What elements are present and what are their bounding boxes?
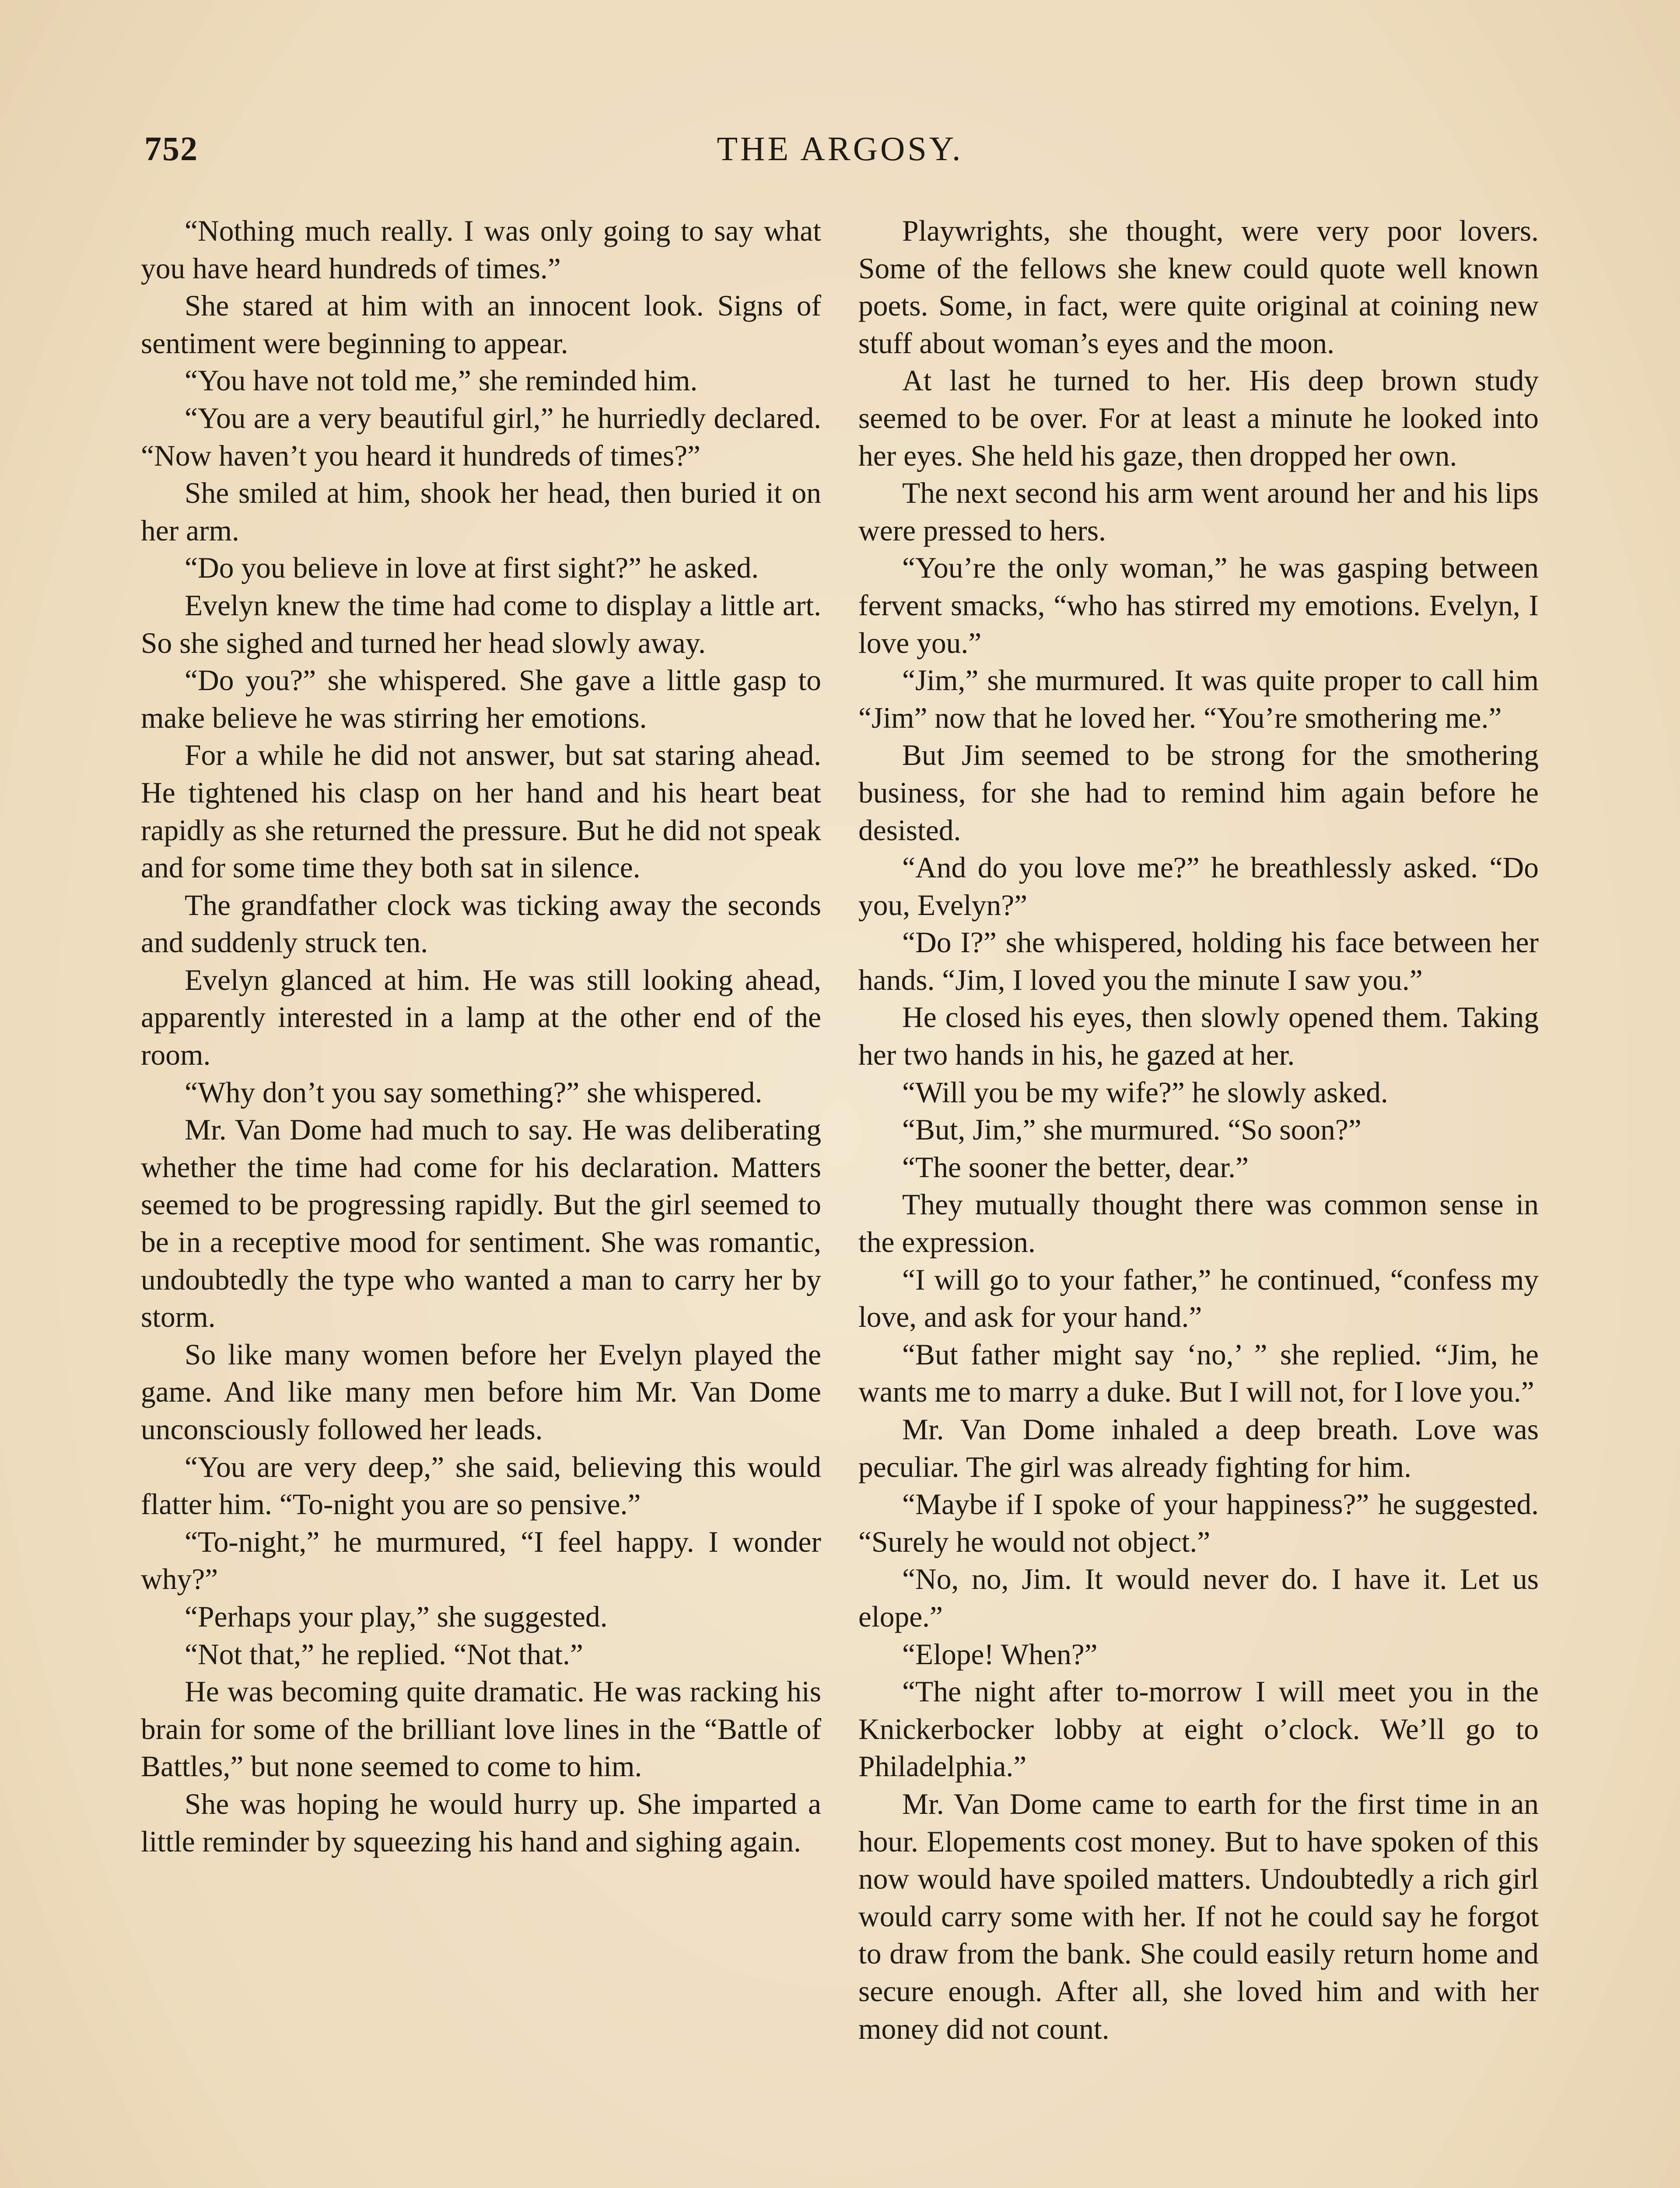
paragraph: “Why don’t you say something?” she whispered. xyxy=(185,1076,763,1109)
right-text-column xyxy=(858,212,1539,2048)
paragraph: “You have not told me,” she reminded him. xyxy=(185,364,698,397)
paragraph: But Jim seemed to be strong for the smothering business, for she had to remind him again before he desisted. xyxy=(858,739,1539,847)
paragraph: Playwrights, she thought, were very poor lovers. Some of the fellows she knew could quote well known poets. Some, in fact, were quite original at coining new stuff about woman’s eyes and the moon. xyxy=(858,214,1539,360)
paragraph: “Jim,” she murmured. It was quite proper to call him “Jim” now that he loved her. “You’re smothering me.” xyxy=(858,664,1539,734)
running-title: THE ARGOSY. xyxy=(717,130,963,168)
paragraph: “Do I?” she whispered, holding his face between her hands. “Jim, I loved you the minute I saw you.” xyxy=(858,926,1539,996)
left-text-column xyxy=(141,212,821,1860)
paragraph: Mr. Van Dome inhaled a deep breath. Love was peculiar. The girl was already fighting for him. xyxy=(858,1413,1539,1483)
paragraph: “Do you?” she whispered. She gave a little gasp to make believe he was stirring her emotions. xyxy=(141,664,821,734)
paragraph: She stared at him with an innocent look. Signs of sentiment were beginning to appear. xyxy=(141,289,821,360)
paragraph: “Elope! When?” xyxy=(902,1637,1098,1671)
paragraph: “No, no, Jim. It would never do. I have it. Let us elope.” xyxy=(858,1563,1539,1633)
paragraph: She smiled at him, shook her head, then buried it on her arm. xyxy=(141,477,821,547)
paragraph: The next second his arm went around her and his lips were pressed to hers. xyxy=(858,477,1539,547)
paragraph: Evelyn knew the time had come to display a little art. So she sighed and turned her head slowly away. xyxy=(141,589,821,659)
paragraph: “But, Jim,” she murmured. “So soon?” xyxy=(902,1113,1362,1147)
paragraph: “Not that,” he replied. “Not that.” xyxy=(185,1637,583,1671)
paragraph: So like many women before her Evelyn played the game. And like many men before him Mr. Van Dome unconsciously followed her leads. xyxy=(141,1338,821,1446)
paragraph: “You’re the only woman,” he was gasping between fervent smacks, “who has stirred my emotions. Evelyn, I love you.” xyxy=(858,551,1539,659)
paragraph: At last he turned to her. His deep brown study seemed to be over. For at least a minute he looked into her eyes. She held his gaze, then dropped her own. xyxy=(858,364,1539,472)
paragraph: “The sooner the better, dear.” xyxy=(902,1150,1249,1184)
paragraph: Evelyn glanced at him. He was still looking ahead, apparently interested in a lamp at the other end of the room. xyxy=(141,963,821,1072)
paragraph: “To-night,” he murmured, “I feel happy. I wonder why?” xyxy=(141,1525,821,1596)
paragraph: For a while he did not answer, but sat staring ahead. He tightened his clasp on her hand and his heart beat rapidly as she returned the pressure. But he did not speak and for some time they both sat in silence. xyxy=(141,739,821,884)
paragraph: “I will go to your father,” he continued, “confess my love, and ask for your hand.” xyxy=(858,1263,1539,1334)
paragraph: “The night after to-morrow I will meet you in the Knickerbocker lobby at eight o’clock. We’ll go to Philadelphia.” xyxy=(858,1675,1539,1783)
paragraph: “Do you believe in love at first sight?” he asked. xyxy=(185,551,759,585)
paragraph: “Maybe if I spoke of your happiness?” he suggested. “Surely he would not object.” xyxy=(858,1488,1539,1558)
paragraph: “You are very deep,” she said, believing this would flatter him. “To-night you are so pensive.” xyxy=(141,1450,821,1521)
page-number: 752 xyxy=(144,130,198,168)
paragraph: Mr. Van Dome had much to say. He was deliberating whether the time had come for his declaration. Matters seemed to be progressing rapidly. But the girl seemed to be in a receptive mood for sentiment. She was romantic, undoubtedly the type who wanted a man to carry her by storm. xyxy=(141,1113,821,1334)
paragraph: He closed his eyes, then slowly opened them. Taking her two hands in his, he gazed at her. xyxy=(858,1001,1539,1072)
paragraph: “And do you love me?” he breathlessly asked. “Do you, Evelyn?” xyxy=(858,851,1539,922)
paragraph: She was hoping he would hurry up. She imparted a little reminder by squeezing his hand and sighing again. xyxy=(141,1787,821,1858)
paragraph: “You are a very beautiful girl,” he hurriedly declared. “Now haven’t you heard it hundreds of times?” xyxy=(141,401,821,472)
paragraph: “But father might say ‘no,’ ” she replied. “Jim, he wants me to marry a duke. But I will not, for I love you.” xyxy=(858,1338,1539,1409)
paragraph: “Perhaps your play,” she suggested. xyxy=(185,1600,608,1633)
page-header xyxy=(144,129,1536,182)
paragraph: “Nothing much really. I was only going to say what you have heard hundreds of times.” xyxy=(141,214,821,285)
paragraph: Mr. Van Dome came to earth for the first time in an hour. Elopements cost money. But to have spoken of this now would have spoiled matters. Undoubtedly a rich girl would carry some with her. If not he could say he forgot to draw from the bank. She could easily return home and secure enough. After all, she loved him and with her money did not count. xyxy=(858,1787,1539,2045)
paragraph: He was becoming quite dramatic. He was racking his brain for some of the brilliant love lines in the “Battle of Battles,” but none seemed to come to him. xyxy=(141,1675,821,1783)
paragraph: They mutually thought there was common sense in the expression. xyxy=(858,1188,1539,1259)
paragraph: The grandfather clock was ticking away the seconds and suddenly struck ten. xyxy=(141,888,821,959)
paragraph: “Will you be my wife?” he slowly asked. xyxy=(902,1076,1388,1109)
